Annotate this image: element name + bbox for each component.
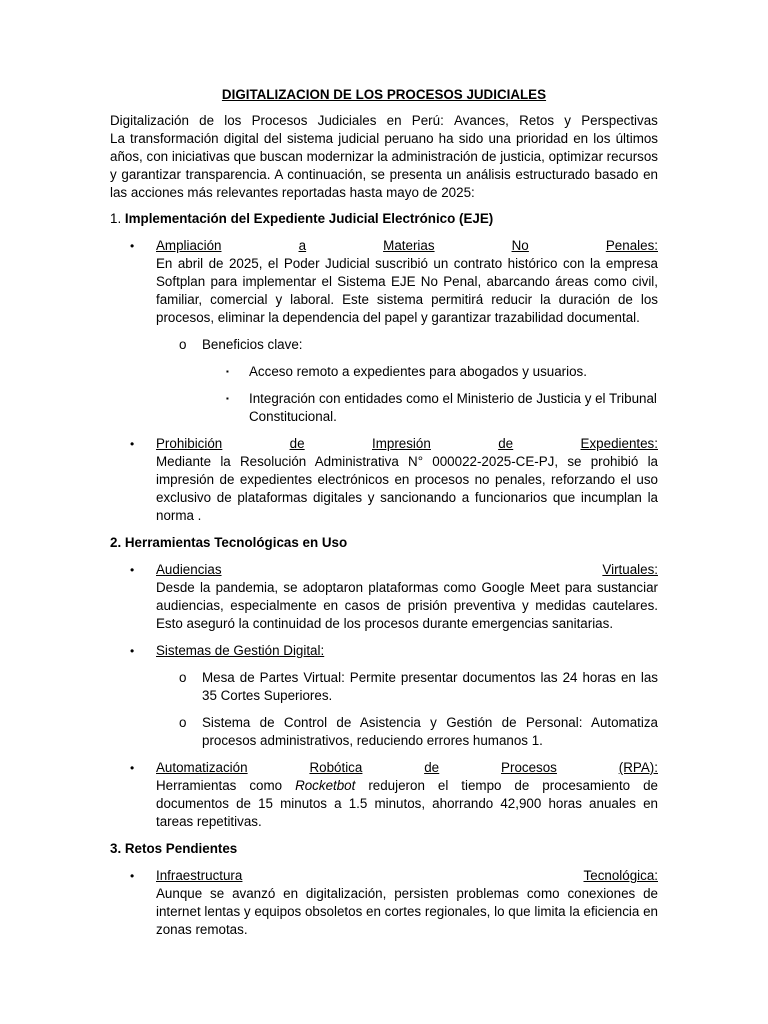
heading-word: No (511, 238, 529, 253)
intro-word: Perspectivas (581, 113, 658, 128)
text-run: redujeron el tiempo de procesamiento de documentos de 15 minutos a 1.5 minutos, ahorrando 42,900 horas anuales en tareas repetitivas. (156, 778, 658, 829)
intro-paragraph (110, 112, 658, 202)
section-1-title: Implementación del Expediente Judicial Electrónico (EJE) (124, 211, 494, 226)
bullet-heading (156, 237, 658, 255)
sub-label: Beneficios clave: (202, 337, 303, 352)
list-item (110, 435, 658, 525)
bullet-icon: • (130, 437, 135, 451)
heading-word: Materias (383, 238, 435, 253)
text-run: Herramientas como (156, 778, 296, 793)
section-2-heading (110, 534, 658, 552)
square-bullet-icon: ▪ (226, 394, 229, 403)
heading-word: Infraestructura (156, 868, 243, 883)
square-bullet-icon: ▪ (226, 367, 229, 376)
sub-item-text: Acceso remoto a expedientes para abogados y usuarios. (249, 364, 587, 379)
heading-word: Ampliación (156, 238, 222, 253)
section-2-title: 2. Herramientas Tecnológicas en Uso (110, 535, 348, 550)
bullet-text: Mediante la Resolución Administrativa N° 000022-2025-CE-PJ, se prohibió la impresión de expedientes electrónicos en procesos no penales, reforzando el uso exclusivo de plataformas digitales y sancionando a funcionarios que incumplan la norma . (156, 454, 658, 523)
list-item (110, 336, 658, 354)
bullet-text: Desde la pandemia, se adoptaron plataformas como Google Meet para sustanciar audiencias, especialmente en casos de prisión preventiva y medidas cautelares. Esto aseguró la continuidad de los procesos durante emergencias sanitarias. (156, 580, 658, 631)
circle-bullet-icon: o (179, 670, 187, 685)
intro-word: los (224, 113, 242, 128)
list-item (110, 363, 658, 381)
list-item (110, 561, 658, 633)
list-item (110, 237, 658, 327)
sub-item-text: Mesa de Partes Virtual: Permite presentar documentos las 24 horas en las 35 Cortes Superiores. (202, 670, 658, 703)
heading-word: Audiencias (156, 562, 222, 577)
bullet-icon: • (130, 644, 135, 658)
section-3-title: 3. Retos Pendientes (110, 841, 238, 856)
bullet-text (156, 777, 658, 831)
bullet-heading (156, 435, 658, 453)
heading-word: Robótica (309, 760, 363, 775)
list-item (110, 714, 658, 750)
heading-word: de (424, 760, 440, 775)
bullet-icon: • (130, 239, 135, 253)
list-item (110, 642, 658, 660)
list-item (110, 867, 658, 939)
intro-body: La transformación digital del sistema judicial peruano ha sido una prioridad en los últimos años, con iniciativas que buscan modernizar la administración de justicia, optimizar recursos y garantizar transparencia. A continuación, se presenta un análisis estructurado basado en las acciones más relevantes reportadas hasta mayo de 2025: (110, 131, 658, 200)
bullet-text: En abril de 2025, el Poder Judicial suscribió un contrato histórico con la empresa Softplan para implementar el Sistema EJE No Penal, abarcando áreas como civil, familiar, comercial y laboral. Este sistema permitirá reducir la duración de los procesos, eliminar la dependencia del papel y garantizar trazabilidad documental. (156, 256, 658, 325)
intro-word: Retos (519, 113, 555, 128)
heading-word: de (498, 436, 514, 451)
intro-word: Avances, (454, 113, 509, 128)
sub-item-text: Sistema de Control de Asistencia y Gestión de Personal: Automatiza procesos administrativos, reduciendo errores humanos 1. (202, 715, 658, 748)
document-page (110, 86, 658, 948)
bullet-icon: • (130, 869, 135, 883)
intro-word: Digitalización (110, 113, 189, 128)
list-item (110, 759, 658, 831)
section-1-number: 1. (110, 211, 122, 226)
intro-word: Procesos (251, 113, 308, 128)
list-item (110, 390, 658, 426)
heading-word: Automatización (156, 760, 248, 775)
heading-word: Expedientes: (580, 436, 658, 451)
heading-word: a (298, 238, 307, 253)
bullet-heading (156, 867, 658, 885)
bullet-icon: • (130, 563, 135, 577)
heading-word: Virtuales: (602, 562, 658, 577)
intro-word: y (564, 113, 571, 128)
section-1-heading (110, 210, 658, 228)
sub-item-text: Integración con entidades como el Ministerio de Justicia y el Tribunal Constitucional. (249, 391, 657, 424)
heading-word: Prohibición (156, 436, 223, 451)
section-3-heading (110, 840, 658, 858)
intro-subtitle-line (110, 112, 658, 130)
document-title: DIGITALIZACION DE LOS PROCESOS JUDICIALES (221, 87, 547, 102)
heading-word: Procesos (501, 760, 557, 775)
heading-word: (RPA): (618, 760, 658, 775)
bullet-heading: Sistemas de Gestión Digital: (156, 643, 325, 658)
circle-bullet-icon: o (179, 337, 187, 352)
circle-bullet-icon: o (179, 715, 187, 730)
emphasis-text: Rocketbot (295, 778, 356, 793)
intro-word: en (386, 113, 402, 128)
bullet-heading (156, 759, 658, 777)
intro-word: Perú: (411, 113, 444, 128)
bullet-text: Aunque se avanzó en digitalización, persisten problemas como conexiones de internet lentas y equipos obsoletos en cortes regionales, lo que limita la eficiencia en zonas remotas. (156, 886, 658, 937)
list-item (110, 669, 658, 705)
intro-word: Judiciales (317, 113, 377, 128)
bullet-heading (156, 561, 658, 579)
bullet-icon: • (130, 761, 135, 775)
intro-word: de (199, 113, 215, 128)
heading-word: Impresión (372, 436, 431, 451)
heading-word: Penales: (605, 238, 658, 253)
heading-word: Tecnológica: (583, 868, 658, 883)
heading-word: de (289, 436, 305, 451)
